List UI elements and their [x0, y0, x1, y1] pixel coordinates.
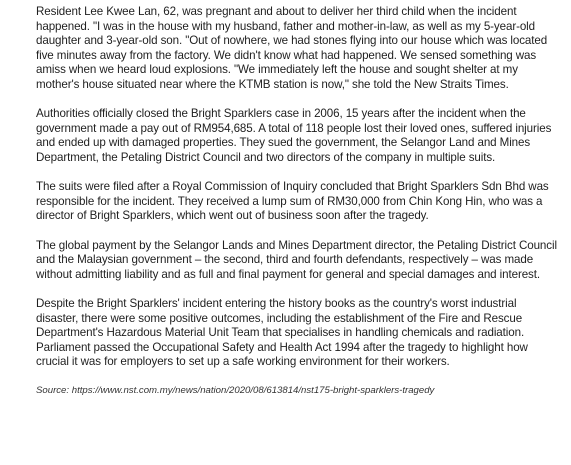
- paragraph-suits-filed: The suits were filed after a Royal Commission of Inquiry concluded that Bright Sparklers Sdn Bhd was responsible for the incident. They received a lump sum of RM30,000 from Chin Kong Hin, who was a director of Bright Sparklers, which went out of business soon after the tragedy.: [36, 180, 549, 222]
- paragraph-global-payment: The global payment by the Selangor Lands and Mines Department director, the Petaling District Council and the Malaysian government – the second, third and fourth defendants, respectively – was made without admitting liability and as full and final payment for general and special damages and interest.: [36, 238, 557, 281]
- paragraph-resident-account: Resident Lee Kwee Lan, 62, was pregnant and about to deliver her third child when the incident happened. "I was in the house with my husband, father and mother-in-law, as well as my 5-year-old daughter and 3-year-old son. "Out of nowhere, we had stones flying into our house which was located five minutes away from the factory. We didn't know what had happened. We sensed something was amiss when we heard loud explosions. "We immediately left the house and sought shelter at my mother's house situated near where the KTMB station is now," she told the New Straits Times.: [36, 5, 548, 91]
- source-citation: Source: https://www.nst.com.my/news/nation/2020/08/613814/nst175-bright-sparklers-tragedy: [36, 384, 435, 396]
- paragraph-case-closure: Authorities officially closed the Bright Sparklers case in 2006, 15 years after the incident when the government made a pay out of RM954,685. A total of 118 people lost their loved ones, suffered injuries and ended up with damaged properties. They sued the government, the Selangor Land and Mines Department, the Petaling District Council and two directors of the company in multiple suits.: [36, 107, 552, 164]
- paragraph-positive-outcomes: Despite the Bright Sparklers' incident entering the history books as the country's worst industrial disaster, there were some positive outcomes, including the establishment of the Fire and Rescue Department's Hazardous Material Unit Team that specialises in handling chemicals and radiation. Parliament passed the Occupational Safety and Health Act 1994 after the tragedy to highlight how crucial it was for employers to set up a safe working environment for their workers.: [36, 297, 528, 368]
